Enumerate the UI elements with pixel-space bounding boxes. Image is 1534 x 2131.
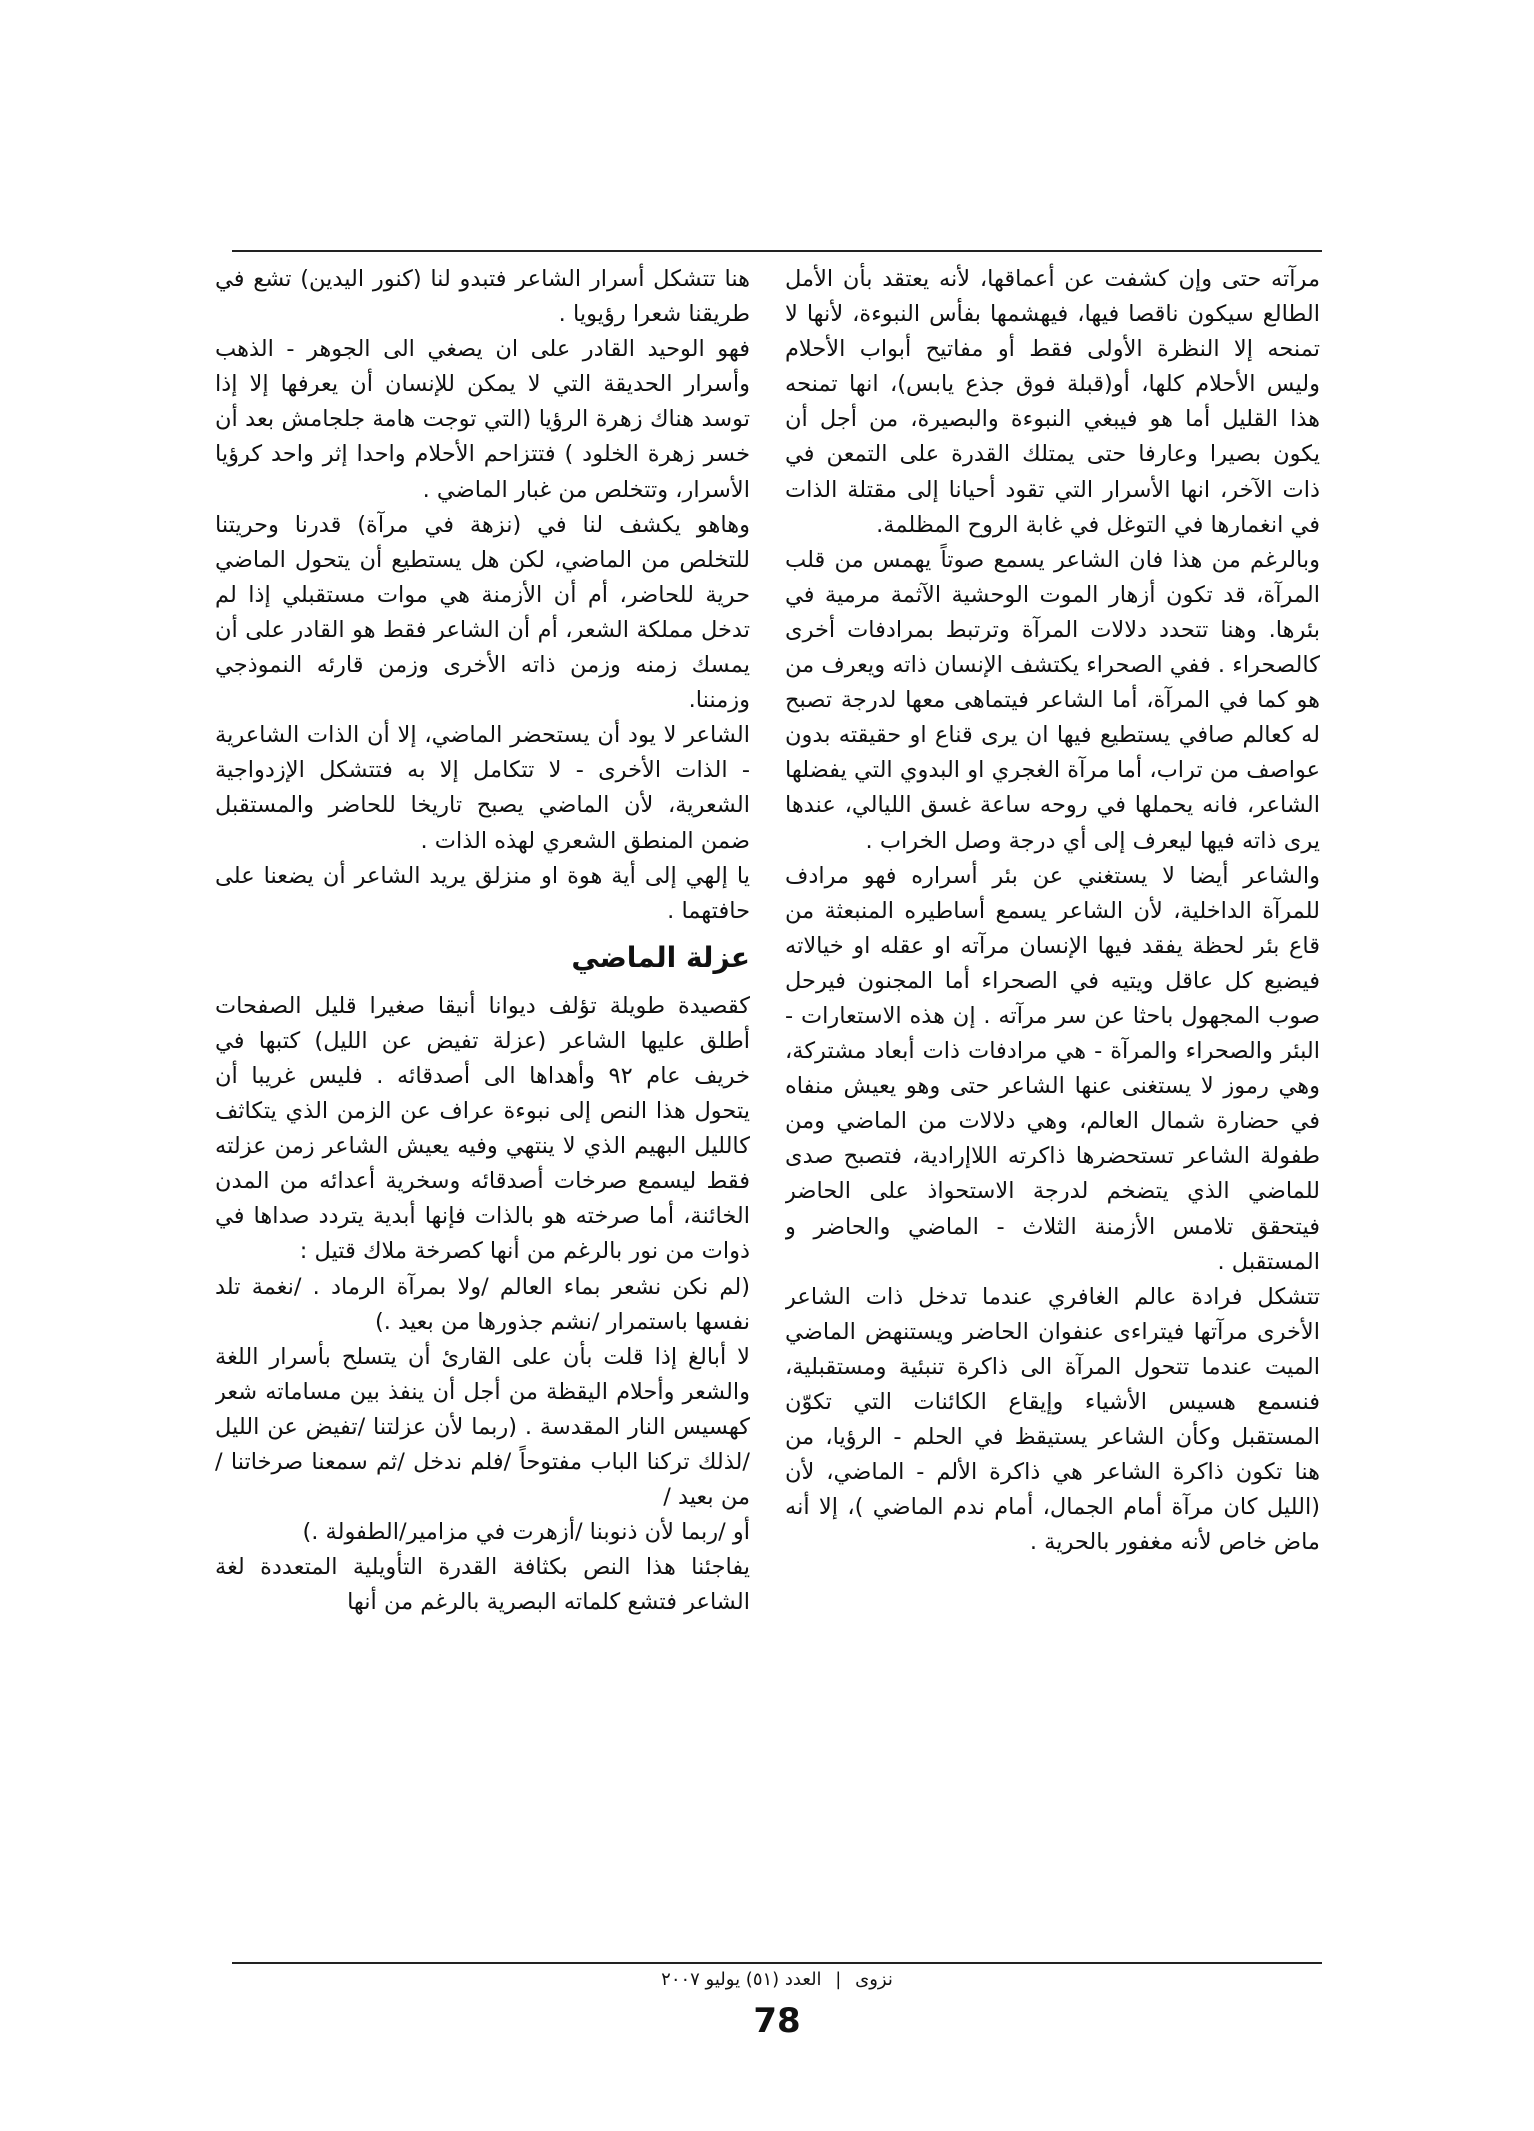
- left-column: [215, 262, 750, 1952]
- magazine-name: نزوى: [855, 1969, 893, 1990]
- paragraph: هنا تتشكل أسرار الشاعر فتبدو لنا (كنور اليدين) تشع في طريقنا شعرا رؤيويا .: [215, 266, 750, 328]
- page-number: 78: [753, 2001, 801, 2041]
- paragraph: والشاعر أيضا لا يستغني عن بئر أسراره فهو مرادف للمرآة الداخلية، لأن الشاعر يسمع أساطيره المنبعثة من قاع بئر لحظة يفقد فيها الإنسان مرآته او عقله او خيالاته فيضيع كل عاقل ويتيه في الصحراء أما المجنون فيرحل صوب المجهول باحثا عن سر مرآته . إن هذه الاستعارات - البئر والصحراء والمرآة - هي مرادفات ذات أبعاد مشتركة، وهي رموز لا يستغنى عنها الشاعر حتى وهو يعيش منفاه في حضارة شمال العالم، وهي دلالات من الماضي ومن طفولة الشاعر تستحضرها ذاكرته اللاإرادية، فتصبح صدى للماضي الذي يتضخم لدرجة الاستحواذ على الحاضر فيتحقق تلامس الأزمنة الثلاث - الماضي والحاضر و المستقبل .: [785, 862, 1320, 1275]
- issue-info: العدد (٥١) يوليو ٢٠٠٧: [661, 1969, 822, 1990]
- paragraph: وهاهو يكشف لنا في (نزهة في مرآة) قدرنا وحريتنا للتخلص من الماضي، لكن هل يستطيع أن يتحول الماضي حرية للحاضر، أم أن الأزمنة هي موات مستقبلي إذا لم تدخل مملكة الشعر، أم أن الشاعر فقط هو القادر على أن يمسك زمنه وزمن ذاته الأخرى وزمن قارئه النموذجي وزمننا.: [215, 511, 750, 714]
- paragraph: يفاجئنا هذا النص بكثافة القدرة التأويلية المتعددة لغة الشاعر فتشع كلماته البصرية بالرغم من أنها: [215, 1554, 750, 1616]
- running-footer: [232, 1968, 1322, 1992]
- poem-quote: أو /ربما لأن ذنوبنا /أزهرت في مزامير/الطفولة .): [302, 1519, 750, 1546]
- paragraph: الشاعر لا يود أن يستحضر الماضي، إلا أن الذات الشاعرية - الذات الأخرى - لا تتكامل إلا به فتتشكل الإزدواجية الشعرية، لأن الماضي يصبح تاريخا للحاضر والمستقبل ضمن المنطق الشعري لهذه الذات .: [215, 722, 750, 854]
- top-divider: [232, 250, 1322, 252]
- right-column: [785, 262, 1320, 1952]
- paragraph: مرآته حتى وإن كشفت عن أعماقها، لأنه يعتقد بأن الأمل الطالع سيكون ناقصا فيها، فيهشمها بفأس النبوءة، لأنها لا تمنحه إلا النظرة الأولى فقط أو مفاتيح أبواب الأحلام وليس الأحلام كلها، أو(قبلة فوق جذع يابس)، انها تمنحه هذا القليل أما هو فيبغي النبوءة والبصيرة، من أجل أن يكون بصيرا وعارفا حتى يمتلك القدرة على التمعن في ذات الآخر، انها الأسرار التي تقود أحيانا إلى مقتلة الذات في انغمارها في التوغل في غابة الروح المظلمة.: [785, 266, 1320, 538]
- paragraph: يا إلهي إلى أية هوة او منزلق يريد الشاعر أن يضعنا على حافتهما .: [215, 862, 750, 924]
- section-heading: عزلة الماضي: [571, 940, 750, 974]
- paragraph: وبالرغم من هذا فان الشاعر يسمع صوتاً يهمس من قلب المرآة، قد تكون أزهار الموت الوحشية الآثمة مرمية في بئرها. وهنا تتحدد دلالات المرآة وترتبط بمرادفات أخرى كالصحراء . ففي الصحراء يكتشف الإنسان ذاته ويعرف من هو كما في المرآة، أما الشاعر فيتماهى معها لدرجة تصبح له كعالم صافي يستطيع فيها ان يرى قناع او حقيقته بدون عواصف من تراب، أما مرآة الغجري او البدوي التي يفضلها الشاعر، فانه يحملها في روحه ساعة غسق الليالي، عندها يرى ذاته فيها ليعرف إلى أي درجة وصل الخراب .: [785, 546, 1320, 854]
- footer-separator: |: [835, 1969, 842, 1990]
- paragraph: فهو الوحيد القادر على ان يصغي الى الجوهر - الذهب وأسرار الحديقة التي لا يمكن للإنسان أن يعرفها إلا إذا توسد هناك زهرة الرؤيا (التي توجت هامة جلجامش بعد أن خسر زهرة الخلود ) فتتزاحم الأحلام واحدا إثر واحد كرؤيا الأسرار، وتتخلص من غبار الماضي .: [215, 336, 750, 503]
- paragraph: تتشكل فرادة عالم الغافري عندما تدخل ذات الشاعر الأخرى مرآتها فيتراءى عنفوان الحاضر ويستنهض الماضي الميت عندما تتحول المرآة الى ذاكرة تنبئية ومستقبلية، فنسمع هسيس الأشياء وإيقاع الكائنات التي تكوّن المستقبل وكأن الشاعر يستيقظ في الحلم - الرؤيا، من هنا تكون ذاكرة الشاعر هي ذاكرة الألم - الماضي، لأن (الليل كان مرآة أمام الجمال، أمام ندم الماضي )، إلا أنه ماض خاص لأنه مغفور بالحرية .: [785, 1283, 1320, 1556]
- poem-quote: (لم نكن نشعر بماء العالم /ولا بمرآة الرماد . /نغمة تلد نفسها باستمرار /نشم جذورها من بعيد .): [215, 1273, 750, 1335]
- paragraph: كقصيدة طويلة تؤلف ديوانا أنيقا صغيرا قليل الصفحات أطلق عليها الشاعر (عزلة تفيض عن الليل) كتبها في خريف عام ٩٢ وأهداها الى أصدقائه . فليس غريبا أن يتحول هذا النص إلى نبوءة عراف عن الزمن الذي يتكاثف كالليل البهيم الذي لا ينتهي وفيه يعيش الشاعر زمن عزلته فقط ليسمع صرخات أصدقائه وسخرية أعدائه من المدن الخائنة، أما صرخته هو بالذات فإنها أبدية يتردد صداها في ذوات من نور بالرغم من أنها كصرخة ملاك قتيل :: [215, 992, 750, 1265]
- paragraph: لا أبالغ إذا قلت بأن على القارئ أن يتسلح بأسرار اللغة والشعر وأحلام اليقظة من أجل أن ينفذ بين مساماته شعر كهسيس النار المقدسة . (ربما لأن عزلتنا /تفيض عن الليل /لذلك تركنا الباب مفتوحاً /فلم ندخل /ثم سمعنا صرخاتنا /من بعيد /: [215, 1343, 750, 1511]
- bottom-divider: [232, 1962, 1322, 1964]
